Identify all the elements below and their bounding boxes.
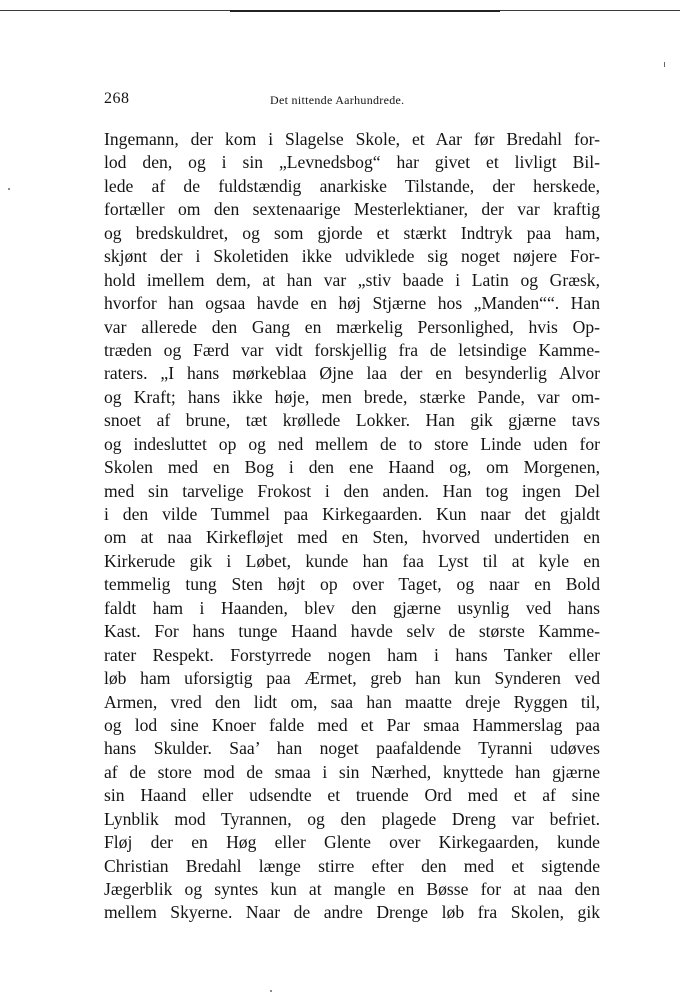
text-line: om at naa Kirkefløjet med en Sten, hvorved undertiden en [104, 527, 600, 548]
text-line: hvorfor han ogsaa havde en høj Stjærne hos „Manden““. Han [104, 293, 600, 314]
text-line: sin Haand eller udsendte et truende Ord med et af sine [104, 785, 600, 806]
text-line: skjønt der i Skoletiden ikke udviklede sig noget nøjere For- [104, 246, 600, 267]
text-line: løb ham uforsigtig paa Ærmet, greb han kun Synderen ved [104, 668, 600, 689]
text-line: temmelig tung Sten højt op over Taget, og naar en Bold [104, 574, 600, 595]
top-edge-rule-thick [230, 10, 500, 12]
text-line: Ingemann, der kom i Slagelse Skole, et Aar før Bredahl for- [104, 129, 600, 149]
text-line: raters. „I hans mørkeblaa Øjne laa der en besynderlig Alvor [104, 363, 600, 384]
text-line: snoet af brune, tæt krøllede Lokker. Han gik gjærne tavs [104, 410, 600, 431]
text-line: og Kraft; hans ikke høje, men brede, stærke Pande, var om- [104, 386, 600, 407]
text-line: var allerede den Gang en mærkelig Personlighed, hvis Op- [104, 316, 600, 337]
page-number: 268 [104, 90, 130, 107]
scan-speck [664, 62, 665, 67]
scan-speck [270, 990, 272, 992]
running-head: Det nittende Aarhundrede. [270, 93, 405, 107]
text-line: og bredskuldret, og som gjorde et stærkt Indtryk paa ham, [104, 222, 600, 243]
text-line: lede af de fuldstændig anarkiske Tilstande, der herskede, [104, 175, 600, 196]
text-line: Jægerblik og syntes kun at mangle en Bøsse for at naa den [104, 879, 600, 899]
text-line: i den vilde Tummel paa Kirkegaarden. Kun naar det gjaldt [104, 504, 600, 524]
text-line: Skolen med en Bog i den ene Haand og, om Morgenen, [104, 457, 600, 478]
text-line: mellem Skyerne. Naar de andre Drenge løb fra Skolen, gik [104, 902, 600, 923]
text-line: faldt ham i Haanden, blev den gjærne usynlig ved hans [104, 597, 600, 618]
text-line: rater Respekt. Forstyrrede nogen ham i hans Tanker eller [104, 644, 600, 665]
text-line: Fløj der en Høg eller Glente over Kirkegaarden, kunde [104, 832, 600, 853]
text-line: og lod sine Knoer falde med et Par smaa Hammerslag paa [104, 714, 600, 735]
text-line: Kirkerude gik i Løbet, kunde han faa Lyst til at kyle en [104, 550, 600, 571]
text-line: Christian Bredahl længe stirre efter den med et sigtende [104, 855, 600, 876]
text-line: lod den, og i sin „Levnedsbog“ har givet et livligt Bil- [104, 152, 600, 173]
text-line: Lynblik mod Tyrannen, og den plagede Dreng var befriet. [104, 808, 600, 829]
text-line: Armen, vred den lidt om, saa han maatte dreje Ryggen til, [104, 691, 600, 712]
text-line: hold imellem dem, at han var „stiv baade i Latin og Græsk, [104, 269, 600, 290]
text-line: Kast. For hans tunge Haand havde selv de største Kamme- [104, 621, 600, 642]
text-line: og indesluttet op og ned mellem de to store Linde uden for [104, 433, 600, 454]
text-line: træden og Færd var vidt forskjellig fra de letsindige Kamme- [104, 339, 600, 360]
text-line: hans Skulder. Saa’ han noget paafaldende Tyranni udøves [104, 738, 600, 759]
scan-speck [8, 188, 10, 190]
text-line: fortæller om den sextenaarige Mesterlektianer, der var kraftig [104, 199, 600, 220]
text-line: med sin tarvelige Frokost i den anden. Han tog ingen Del [104, 480, 600, 501]
text-line: af de store mod de smaa i sin Nærhed, knyttede han gjærne [104, 761, 600, 782]
body-text [104, 128, 600, 925]
